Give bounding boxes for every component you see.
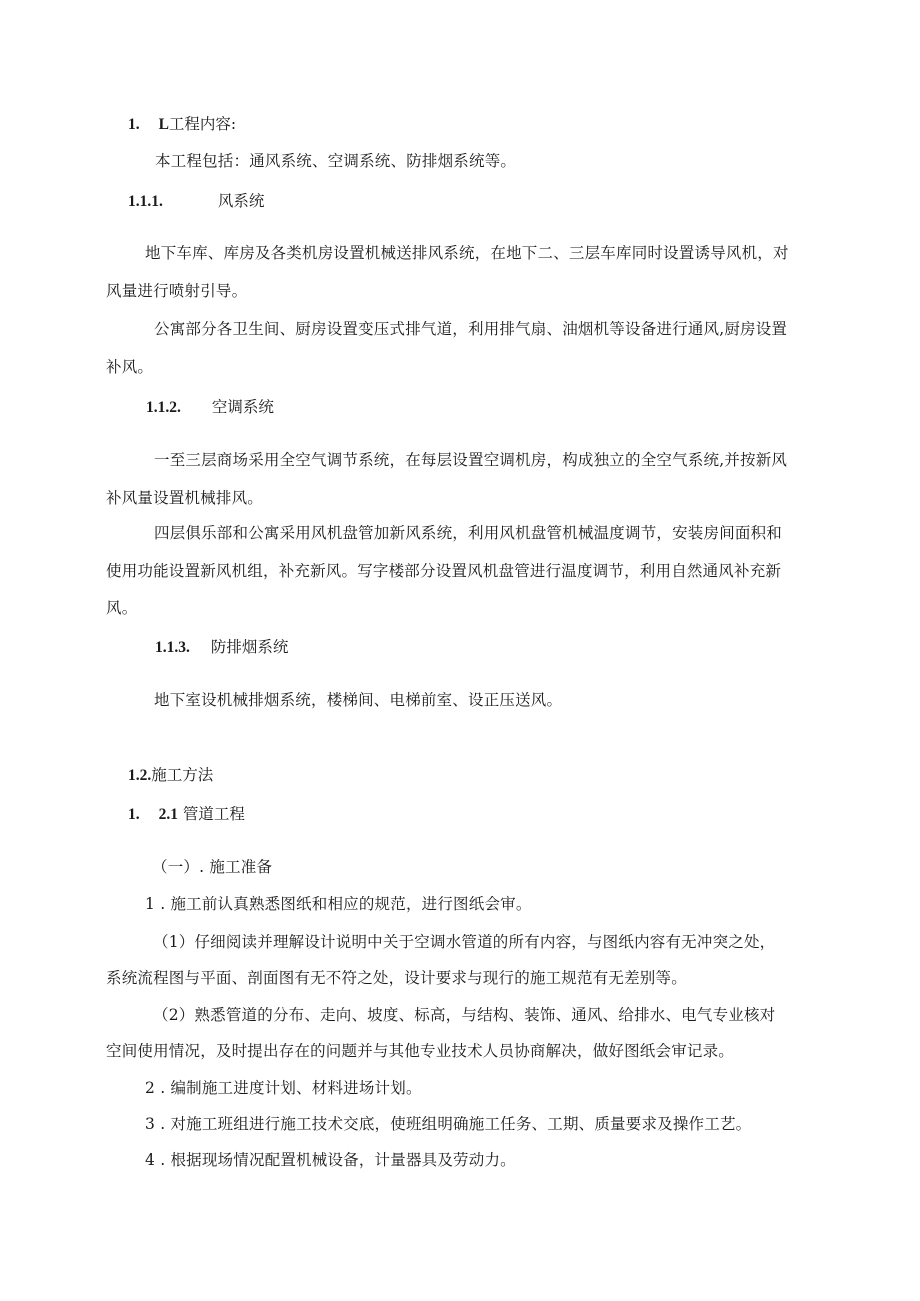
paragraph: 一至三层商场采用全空气调节系统，在每层设置空调机房，构成独立的全空气系统,并按新风 [154,451,788,469]
list-item-number: 4 [145,1151,156,1169]
list-item-number: 2 [145,1079,156,1097]
heading-title: 空调系统 [211,398,274,416]
paragraph: （1）仔细阅读并理解设计说明中关于空调水管道的所有内容，与图纸内容有无冲突之处， [153,933,776,951]
heading-number: 1.1.3. [155,639,190,656]
paragraph: 本工程包括：通风系统、空调系统、防排烟系统等。 [155,152,517,170]
list-item [145,1077,422,1099]
paragraph: 补风。 [106,358,154,376]
list-item-number: 3 [145,1115,156,1133]
heading-number: 1. [128,116,140,133]
heading-number: 1.2. [128,767,152,784]
heading-1-1-3 [155,636,288,659]
subheading: （一）. 施工准备 [152,858,273,876]
heading-1 [128,113,236,136]
heading-1-1-2 [146,396,274,419]
paragraph: 地下室设机械排烟系统，楼梯间、电梯前室、设正压送风。 [154,691,563,709]
paragraph: 系统流程图与平面、剖面图有无不符之处，设计要求与现行的施工规范有无差别等。 [106,969,687,987]
heading-1-2-1 [128,803,245,826]
paragraph: 风量进行喷射引导。 [106,282,248,300]
list-item-number: 1 [145,895,156,913]
heading-1-1-1 [128,190,264,213]
heading-number: 1. [128,806,140,823]
heading-1-2 [128,764,213,787]
heading-title: 工程内容: [168,115,237,133]
list-item-text: . 对施工班组进行施工技术交底，使班组明确施工任务、工期、质量要求及操作工艺。 [160,1115,752,1133]
heading-mark: L [158,116,169,133]
list-item-text: . 根据现场情况配置机械设备，计量器具及劳动力。 [160,1151,516,1169]
heading-number: 1.1.1. [128,193,163,210]
paragraph: 使用功能设置新风机组，补充新风。写字楼部分设置风机盘管进行温度调节，利用自然通风补充新 [106,562,782,580]
heading-title: 施工方法 [151,766,214,784]
paragraph: 四层俱乐部和公寓采用风机盘管加新风系统，利用风机盘管机械温度调节，安装房间面积和 [154,524,783,542]
paragraph: 空间使用情况，及时提出存在的问题并与其他专业技术人员协商解决，做好图纸会审记录。 [106,1042,735,1060]
list-item-text: . 编制施工进度计划、材料进场计划。 [160,1079,422,1097]
paragraph: 地下车库、库房及各类机房设置机械送排风系统，在地下二、三层车库同时设置诱导风机，对 [145,244,789,262]
paragraph: 公寓部分各卫生间、厨房设置变压式排气道，利用排气扇、油烟机等设备进行通风,厨房设置 [154,320,788,338]
heading-title: 管道工程 [182,805,245,823]
list-item [145,1149,516,1171]
heading-number: 1.1.2. [146,399,181,416]
heading-number-2: 2.1 [158,806,178,823]
heading-title: 防排烟系统 [210,638,289,656]
list-item [145,893,532,915]
paragraph: 风。 [106,599,138,617]
heading-title: 风系统 [217,192,265,210]
paragraph: （2）熟悉管道的分布、走向、坡度、标高，与结构、装饰、通风、给排水、电气专业核对 [153,1006,776,1024]
list-item [145,1113,751,1135]
paragraph: 补风量设置机械排风。 [106,489,264,507]
list-item-text: . 施工前认真熟悉图纸和相应的规范，进行图纸会审。 [160,895,532,913]
